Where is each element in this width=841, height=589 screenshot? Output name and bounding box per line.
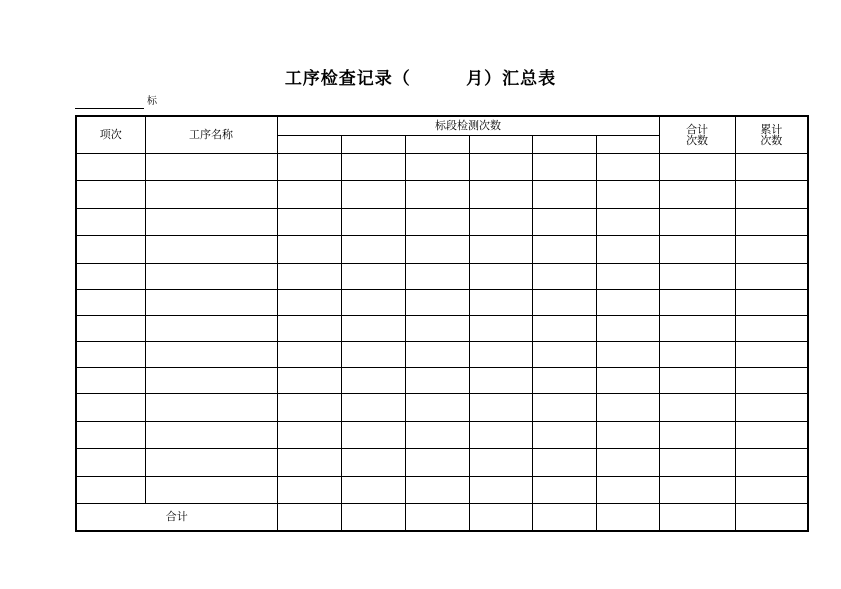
- table-cell: [277, 208, 341, 235]
- table-cell: [469, 476, 532, 503]
- table-cell: [145, 476, 277, 503]
- table-cell: [532, 476, 596, 503]
- table-cell: [145, 235, 277, 263]
- header-cumulative-count: [735, 116, 808, 153]
- table-row: [76, 289, 808, 315]
- section-col-5: [532, 135, 596, 153]
- table-cell: [405, 153, 469, 180]
- table-cell: [596, 421, 659, 448]
- footer-row: [76, 503, 808, 531]
- table-cell: [469, 421, 532, 448]
- table-row: [76, 153, 808, 180]
- section-blank-line: [75, 108, 144, 109]
- table-cell: [341, 208, 405, 235]
- table-row: [76, 421, 808, 448]
- table-cell: [596, 180, 659, 208]
- table-cell: [277, 263, 341, 289]
- header-process-name: 工序名称: [145, 116, 277, 153]
- table-cell: [596, 315, 659, 341]
- table-cell: [532, 180, 596, 208]
- header-total-line1: 合计: [686, 122, 709, 136]
- table-cell: [277, 393, 341, 421]
- table-cell: [277, 235, 341, 263]
- table-cell: [76, 393, 145, 421]
- table-cell: [341, 393, 405, 421]
- table-cell: [341, 235, 405, 263]
- table-cell: [277, 421, 341, 448]
- table-row: [76, 393, 808, 421]
- table-cell: [341, 476, 405, 503]
- table-cell: [277, 289, 341, 315]
- table-cell: [341, 180, 405, 208]
- table-cell: [735, 367, 808, 393]
- table-cell: [596, 153, 659, 180]
- table-cell: [659, 208, 735, 235]
- table-row: [76, 180, 808, 208]
- table-cell: [532, 289, 596, 315]
- header-section-checks: 标段检测次数: [277, 116, 659, 135]
- section-col-1: [277, 135, 341, 153]
- table-row: [76, 476, 808, 503]
- table-cell: [469, 341, 532, 367]
- table-row: [76, 208, 808, 235]
- table-cell: [596, 448, 659, 476]
- table-row: [76, 263, 808, 289]
- table-cell: [659, 153, 735, 180]
- table-cell: [659, 263, 735, 289]
- footer-cell: [469, 503, 532, 531]
- table-cell: [145, 367, 277, 393]
- table-cell: [532, 367, 596, 393]
- table-cell: [405, 341, 469, 367]
- table-cell: [405, 448, 469, 476]
- table-cell: [341, 448, 405, 476]
- table-cell: [277, 315, 341, 341]
- table-cell: [596, 476, 659, 503]
- table-cell: [659, 476, 735, 503]
- table-cell: [659, 367, 735, 393]
- table-cell: [405, 315, 469, 341]
- table-cell: [659, 448, 735, 476]
- section-col-3: [405, 135, 469, 153]
- table-cell: [532, 263, 596, 289]
- footer-cell: [277, 503, 341, 531]
- table-row: [76, 315, 808, 341]
- section-col-4: [469, 135, 532, 153]
- table-row: [76, 448, 808, 476]
- table-cell: [145, 341, 277, 367]
- table-cell: [76, 341, 145, 367]
- table-cell: [596, 393, 659, 421]
- table-cell: [532, 235, 596, 263]
- table-cell: [145, 289, 277, 315]
- table-cell: [277, 367, 341, 393]
- table-cell: [469, 180, 532, 208]
- footer-cell: [341, 503, 405, 531]
- table-row: [76, 367, 808, 393]
- section-col-6: [596, 135, 659, 153]
- header-cumulative-line1: 累计: [760, 122, 783, 136]
- table-cell: [469, 153, 532, 180]
- table-cell: [532, 341, 596, 367]
- table-cell: [532, 208, 596, 235]
- table-cell: [277, 476, 341, 503]
- table-cell: [341, 315, 405, 341]
- table-cell: [145, 263, 277, 289]
- table-cell: [277, 153, 341, 180]
- table-row: [76, 341, 808, 367]
- table-cell: [76, 476, 145, 503]
- table-cell: [735, 341, 808, 367]
- table-cell: [405, 367, 469, 393]
- table-cell: [76, 153, 145, 180]
- table-cell: [145, 208, 277, 235]
- table-cell: [341, 421, 405, 448]
- summary-table: [75, 115, 809, 532]
- table-cell: [532, 421, 596, 448]
- header-cumulative-line2: 次数: [760, 133, 783, 147]
- table-cell: [145, 393, 277, 421]
- table-cell: [735, 263, 808, 289]
- table-cell: [469, 263, 532, 289]
- table-cell: [735, 180, 808, 208]
- table-cell: [659, 341, 735, 367]
- table-cell: [76, 180, 145, 208]
- table-cell: [76, 235, 145, 263]
- table-cell: [76, 448, 145, 476]
- table-cell: [469, 393, 532, 421]
- footer-cell: [405, 503, 469, 531]
- table-cell: [76, 289, 145, 315]
- table-cell: [341, 289, 405, 315]
- table-cell: [341, 341, 405, 367]
- table-cell: [735, 421, 808, 448]
- footer-cell: [659, 503, 735, 531]
- table-cell: [341, 263, 405, 289]
- section-col-2: [341, 135, 405, 153]
- table-cell: [76, 263, 145, 289]
- table-cell: [735, 315, 808, 341]
- table-cell: [405, 421, 469, 448]
- table-cell: [341, 367, 405, 393]
- table-cell: [469, 235, 532, 263]
- table-cell: [596, 263, 659, 289]
- footer-cell: [735, 503, 808, 531]
- table-cell: [735, 289, 808, 315]
- table-cell: [405, 180, 469, 208]
- table-cell: [277, 448, 341, 476]
- page-title: 工序检查记录（ 月）汇总表: [284, 69, 557, 89]
- table-cell: [405, 289, 469, 315]
- table-cell: [405, 263, 469, 289]
- table-cell: [145, 180, 277, 208]
- table-cell: [469, 289, 532, 315]
- header-total-count: [659, 116, 735, 153]
- table-cell: [145, 153, 277, 180]
- table-cell: [469, 208, 532, 235]
- table-cell: [596, 341, 659, 367]
- table-cell: [341, 153, 405, 180]
- table-cell: [405, 476, 469, 503]
- table-cell: [659, 235, 735, 263]
- table-cell: [532, 315, 596, 341]
- table-cell: [735, 235, 808, 263]
- table-cell: [735, 476, 808, 503]
- table-cell: [596, 289, 659, 315]
- table-cell: [277, 341, 341, 367]
- table-cell: [145, 315, 277, 341]
- footer-total-label: 合计: [76, 503, 277, 531]
- footer-cell: [596, 503, 659, 531]
- table-cell: [596, 208, 659, 235]
- table-cell: [735, 393, 808, 421]
- header-row-1: [76, 116, 808, 135]
- table-cell: [76, 367, 145, 393]
- table-cell: [659, 393, 735, 421]
- table-cell: [76, 208, 145, 235]
- table-cell: [405, 235, 469, 263]
- table-cell: [405, 393, 469, 421]
- header-total-line2: 次数: [686, 133, 709, 147]
- footer-cell: [532, 503, 596, 531]
- table-cell: [659, 421, 735, 448]
- table-cell: [659, 315, 735, 341]
- table-cell: [659, 289, 735, 315]
- table-cell: [735, 153, 808, 180]
- table-cell: [76, 421, 145, 448]
- table-cell: [596, 235, 659, 263]
- table-cell: [145, 421, 277, 448]
- table-cell: [277, 180, 341, 208]
- table-cell: [735, 208, 808, 235]
- table-cell: [469, 448, 532, 476]
- table-cell: [145, 448, 277, 476]
- table-cell: [532, 393, 596, 421]
- table-row: [76, 235, 808, 263]
- table-cell: [532, 153, 596, 180]
- table-cell: [659, 180, 735, 208]
- header-item-no: 项次: [76, 116, 145, 153]
- table-cell: [76, 315, 145, 341]
- table-cell: [405, 208, 469, 235]
- table-cell: [532, 448, 596, 476]
- table-cell: [596, 367, 659, 393]
- section-label: 标: [147, 96, 157, 107]
- table-cell: [735, 448, 808, 476]
- table-cell: [469, 367, 532, 393]
- table-cell: [469, 315, 532, 341]
